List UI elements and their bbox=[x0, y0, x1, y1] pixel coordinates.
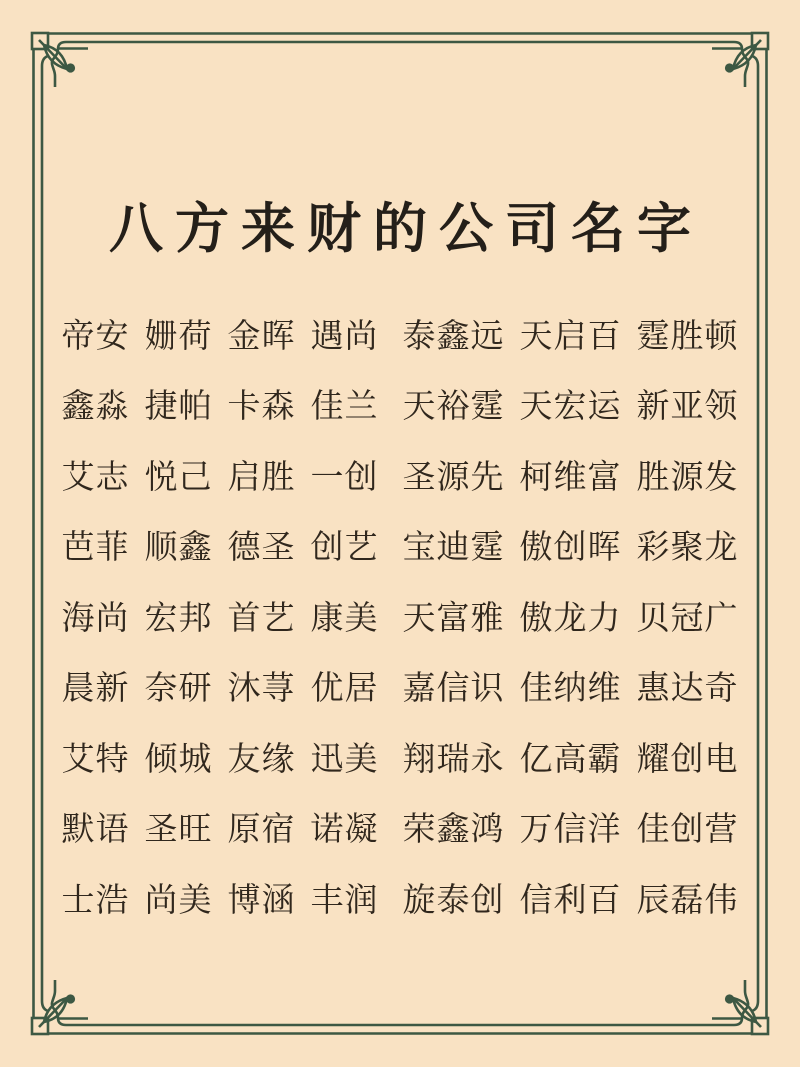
company-name: 卡森 bbox=[227, 389, 296, 426]
company-name: 贝冠广 bbox=[636, 600, 739, 637]
company-name: 姗荷 bbox=[144, 318, 213, 355]
company-name: 丰润 bbox=[310, 882, 379, 919]
company-name: 泰鑫远 bbox=[402, 318, 505, 355]
company-name: 辰磊伟 bbox=[636, 882, 739, 919]
company-name-grid bbox=[50, 298, 750, 933]
company-name: 霆胜顿 bbox=[636, 318, 739, 355]
company-name: 佳兰 bbox=[310, 389, 379, 426]
company-name: 启胜 bbox=[227, 459, 296, 496]
company-name: 悦己 bbox=[144, 459, 213, 496]
company-name: 傲龙力 bbox=[519, 600, 622, 637]
company-name: 首艺 bbox=[227, 600, 296, 637]
company-name: 天富雅 bbox=[402, 600, 505, 637]
company-name: 遇尚 bbox=[310, 318, 379, 355]
company-name: 艾志 bbox=[61, 459, 130, 496]
name-row bbox=[50, 651, 750, 722]
name-row bbox=[50, 721, 750, 792]
company-name: 亿高霸 bbox=[519, 741, 622, 778]
name-row bbox=[50, 439, 750, 510]
company-name: 顺鑫 bbox=[144, 530, 213, 567]
company-name: 晨新 bbox=[61, 671, 130, 708]
company-name: 傲创晖 bbox=[519, 530, 622, 567]
company-name: 一创 bbox=[310, 459, 379, 496]
name-row bbox=[50, 580, 750, 651]
company-name: 荣鑫鸿 bbox=[402, 812, 505, 849]
company-name: 圣源先 bbox=[402, 459, 505, 496]
company-name: 创艺 bbox=[310, 530, 379, 567]
name-row bbox=[50, 369, 750, 440]
company-name: 佳纳维 bbox=[519, 671, 622, 708]
company-name: 天裕霆 bbox=[402, 389, 505, 426]
company-name: 博涵 bbox=[227, 882, 296, 919]
company-name: 沐荨 bbox=[227, 671, 296, 708]
name-row bbox=[50, 792, 750, 863]
company-name: 胜源发 bbox=[636, 459, 739, 496]
company-name: 德圣 bbox=[227, 530, 296, 567]
name-row bbox=[50, 510, 750, 581]
company-name: 倾城 bbox=[144, 741, 213, 778]
company-name: 帝安 bbox=[61, 318, 130, 355]
company-name: 新亚领 bbox=[636, 389, 739, 426]
company-name: 康美 bbox=[310, 600, 379, 637]
company-name: 友缘 bbox=[227, 741, 296, 778]
company-name: 迅美 bbox=[310, 741, 379, 778]
company-name: 优居 bbox=[310, 671, 379, 708]
company-name: 翔瑞永 bbox=[402, 741, 505, 778]
company-name: 金晖 bbox=[227, 318, 296, 355]
company-name: 旋泰创 bbox=[402, 882, 505, 919]
page-title: 八方来财的公司名字 bbox=[109, 199, 703, 260]
company-name: 天宏运 bbox=[519, 389, 622, 426]
company-name: 宝迪霆 bbox=[402, 530, 505, 567]
company-name: 奈研 bbox=[144, 671, 213, 708]
company-name: 万信洋 bbox=[519, 812, 622, 849]
company-name: 原宿 bbox=[227, 812, 296, 849]
company-name: 彩聚龙 bbox=[636, 530, 739, 567]
company-name: 捷帕 bbox=[144, 389, 213, 426]
company-name: 芭菲 bbox=[61, 530, 130, 567]
company-name: 尚美 bbox=[144, 882, 213, 919]
company-name: 天启百 bbox=[519, 318, 622, 355]
company-name: 佳创营 bbox=[636, 812, 739, 849]
company-name: 信利百 bbox=[519, 882, 622, 919]
name-row bbox=[50, 298, 750, 369]
name-row bbox=[50, 862, 750, 933]
company-name: 海尚 bbox=[61, 600, 130, 637]
company-name: 士浩 bbox=[61, 882, 130, 919]
company-name: 艾特 bbox=[61, 741, 130, 778]
company-name: 耀创电 bbox=[636, 741, 739, 778]
company-name: 惠达奇 bbox=[636, 671, 739, 708]
company-name: 嘉信识 bbox=[402, 671, 505, 708]
company-name: 柯维富 bbox=[519, 459, 622, 496]
company-name: 鑫淼 bbox=[61, 389, 130, 426]
company-name: 圣旺 bbox=[144, 812, 213, 849]
company-name: 诺凝 bbox=[310, 812, 379, 849]
company-name: 宏邦 bbox=[144, 600, 213, 637]
company-name: 默语 bbox=[61, 812, 130, 849]
